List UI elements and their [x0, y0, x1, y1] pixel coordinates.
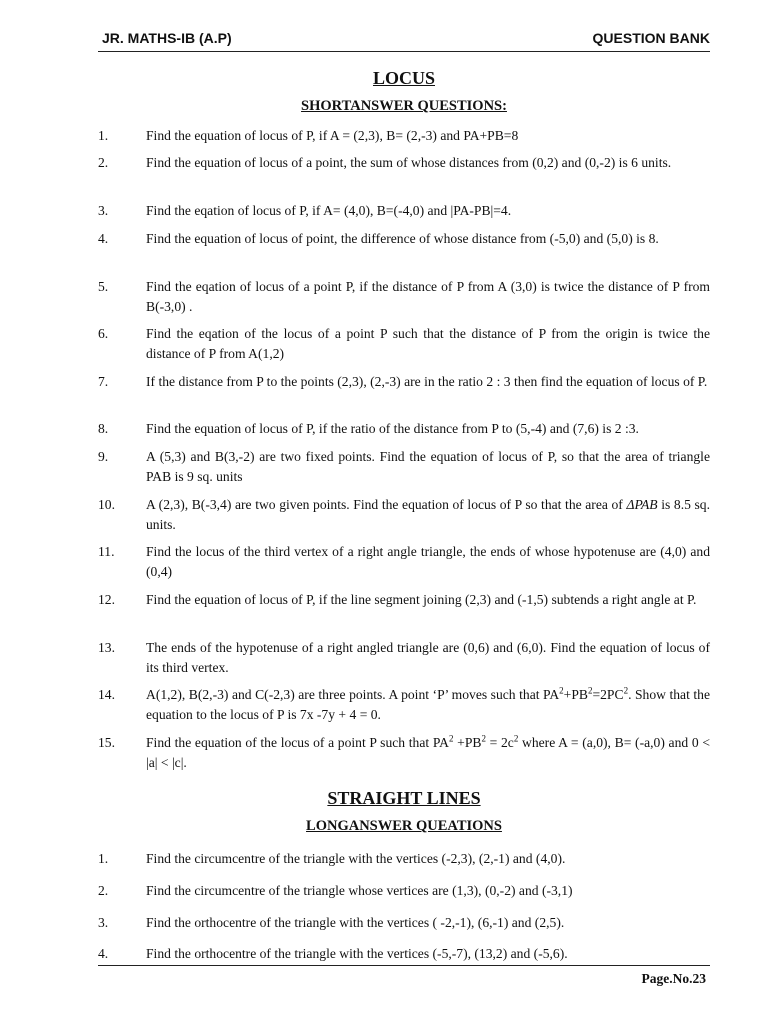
question-text: Find the equation of locus of P, if A = (2,3), B= (2,-3) and PA+PB=8	[146, 128, 519, 143]
question-number: 3.	[98, 915, 109, 930]
question-text-part: =2PC	[592, 687, 624, 702]
question-number: 1.	[98, 851, 109, 866]
lines-question	[98, 913, 710, 933]
locus-question	[98, 590, 710, 610]
triangle-pab-symbol: ΔPAB	[626, 497, 658, 512]
lines-question	[98, 881, 710, 901]
header-doc-type: QUESTION BANK	[592, 30, 710, 46]
question-text	[146, 495, 710, 535]
superscript: 2	[559, 685, 564, 696]
question-number: 4.	[98, 231, 109, 246]
locus-question	[98, 324, 710, 364]
question-text-part: +PB	[453, 735, 482, 750]
footer-divider	[98, 965, 710, 966]
question-number: 5.	[98, 279, 109, 294]
question-text: A (5,3) and B(3,-2) are two fixed points. Find the equation of locus of P, so that the area of triangle PAB is 9 sq. units	[146, 449, 710, 484]
locus-question	[98, 201, 710, 221]
locus-question	[98, 495, 710, 535]
lines-question	[98, 944, 710, 964]
question-text-part: Find the equation of the locus of a point P such that PA	[146, 735, 449, 750]
superscript: 2	[587, 685, 593, 696]
question-text: Find the equation of locus of point, the difference of whose distance from (-5,0) and (5,0) is 8.	[146, 231, 659, 246]
header-subject: JR. MATHS-IB (A.P)	[102, 30, 232, 46]
question-number: 9.	[98, 449, 109, 464]
question-text-part: +PB	[563, 687, 588, 702]
question-text: Find the equation of locus of a point, the sum of whose distances from (0,2) and (0,-2) is 6 units.	[146, 155, 672, 170]
question-text: Find the locus of the third vertex of a right angle triangle, the ends of whose hypotenuse are (4,0) and (0,4)	[146, 544, 710, 579]
question-text-part: is 8.5 sq. units.	[146, 497, 711, 532]
question-text: Find the equation of locus of P, if the line segment joining (2,3) and (-1,5) subtends a right angle at P.	[146, 592, 697, 607]
page-number: Page.No.23	[641, 971, 706, 986]
question-text-part: = 2c	[485, 735, 514, 750]
question-number: 10.	[98, 497, 115, 512]
superscript: 2	[623, 685, 629, 696]
locus-question	[98, 419, 710, 439]
question-text: The ends of the hypotenuse of a right angled triangle are (0,6) and (6,0). Find the equation of locus of its third vertex.	[146, 640, 710, 675]
locus-question	[98, 229, 710, 249]
superscript: 2	[513, 733, 519, 744]
question-text: Find the orthocentre of the triangle with the vertices ( -2,-1), (6,-1) and (2,5).	[146, 915, 565, 930]
question-number: 11.	[98, 544, 115, 559]
locus-question	[98, 733, 710, 773]
locus-question	[98, 447, 710, 487]
question-text-part: A(1,2), B(2,-3) and C(-2,3) are three points. A point ‘P’ moves such that PA	[146, 687, 560, 702]
locus-question	[98, 277, 710, 317]
locus-question	[98, 372, 710, 392]
question-number: 13.	[98, 640, 115, 655]
question-text-part: A (2,3), B(-3,4) are two given points. Find the equation of locus of P so that the area of	[146, 497, 627, 512]
section-title-straight-lines: STRAIGHT LINES	[327, 788, 481, 808]
question-text: Find the eqation of the locus of a point P such that the distance of P from the origin is twice the distance of P from A(1,2)	[146, 326, 710, 361]
question-number: 3.	[98, 203, 109, 218]
locus-question	[98, 126, 710, 146]
section-title-locus: LOCUS	[372, 68, 435, 88]
question-text: Find the circumcentre of the triangle whose vertices are (1,3), (0,-2) and (-3,1)	[146, 883, 573, 898]
question-text: Find the eqation of locus of P, if A= (4,0), B=(-4,0) and |PA-PB|=4.	[146, 203, 512, 218]
question-text: Find the circumcentre of the triangle with the vertices (-2,3), (2,-1) and (4,0).	[146, 851, 566, 866]
question-number: 8.	[98, 421, 109, 436]
lines-question	[98, 849, 710, 869]
question-number: 2.	[98, 883, 109, 898]
question-text: If the distance from P to the points (2,3), (2,-3) are in the ratio 2 : 3 then find the equation of locus of P.	[146, 374, 708, 389]
question-number: 2.	[98, 155, 109, 170]
superscript: 2	[448, 733, 454, 744]
question-text: Find the equation of locus of P, if the ratio of the distance from P to (5,-4) and (7,6) is 2 :3.	[146, 421, 639, 436]
question-text-part: where A = (a,0), B= (-a,0) and 0 < |a| < |c|.	[146, 735, 711, 770]
question-number: 12.	[98, 592, 115, 607]
question-number: 7.	[98, 374, 109, 389]
locus-question	[98, 542, 710, 582]
question-text: Find the eqation of locus of a point P, if the distance of P from A (3,0) is twice the distance of P from B(-3,0) .	[146, 279, 710, 314]
header-divider	[98, 51, 710, 52]
section-subtitle-long-answer: LONGANSWER QUEATIONS	[306, 818, 502, 834]
superscript: 2	[481, 733, 486, 744]
locus-question	[98, 638, 710, 678]
question-number: 4.	[98, 946, 109, 961]
question-text	[146, 733, 710, 773]
question-number: 15.	[98, 735, 115, 750]
section-subtitle-short-answer: SHORTANSWER QUESTIONS:	[301, 98, 507, 114]
question-text-part: . Show that the equation to the locus of P is 7x -7y + 4 = 0.	[146, 687, 710, 722]
question-text: Find the orthocentre of the triangle with the vertices (-5,-7), (13,2) and (-5,6).	[146, 946, 568, 961]
question-number: 6.	[98, 326, 109, 341]
question-number: 14.	[98, 687, 115, 702]
locus-question	[98, 685, 710, 725]
question-number: 1.	[98, 128, 109, 143]
locus-question	[98, 153, 710, 173]
question-text	[146, 685, 710, 725]
